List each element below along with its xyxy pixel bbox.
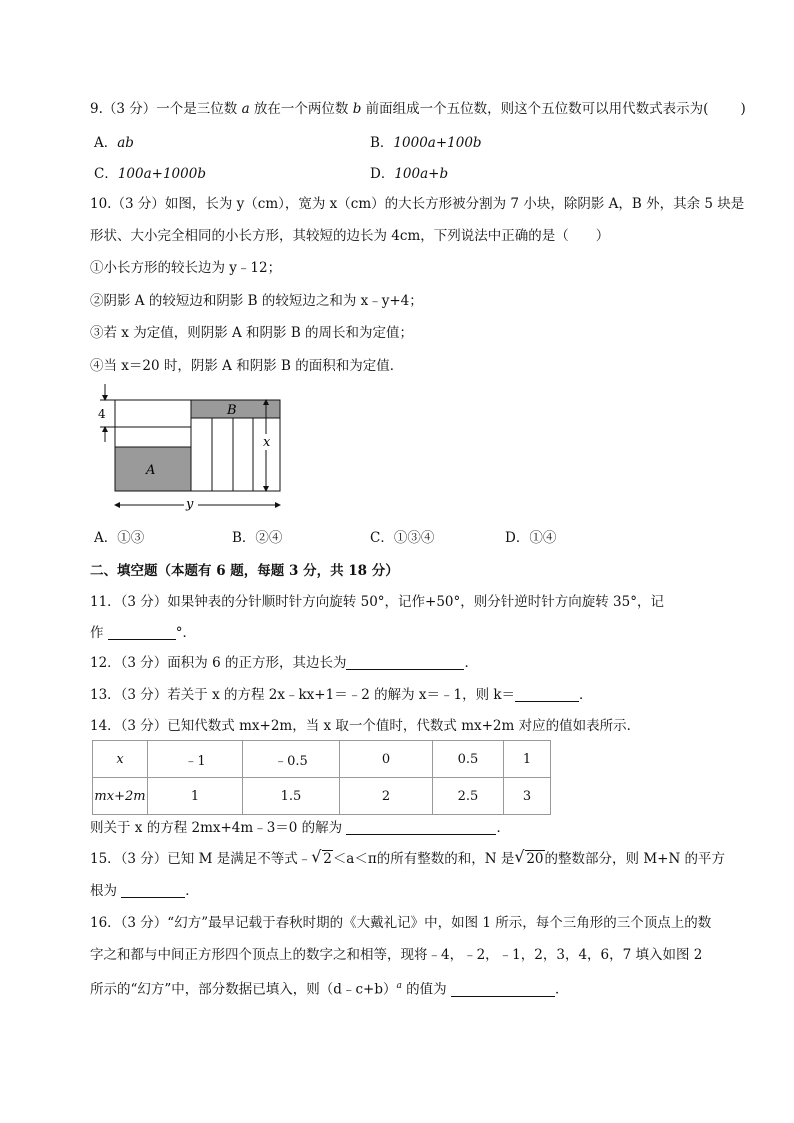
label-a: A	[146, 463, 156, 478]
table-cell: 1	[504, 741, 551, 778]
q10-stem-line2: 形状、大小完全相同的小长方形，其较短的边长为 4cm，下列说法中正确的是（ ）	[90, 228, 610, 244]
table-cell: 0	[340, 741, 433, 778]
table-cell: 1	[148, 778, 243, 815]
q10-statement-2: ②阴影 A 的较短边和阴影 B 的较短边之和为 x﹣y+4；	[90, 293, 423, 309]
q13-stem: 13．（3 分）若关于 x 的方程 2x﹣kx+1＝﹣2 的解为 x＝﹣1，则 k＝ ．	[90, 687, 593, 703]
q11-stem-line2: 作 °．	[90, 625, 197, 641]
q11-stem-line1: 11．（3 分）如果钟表的分针顺时针方向旋转 50°，记作+50°，则分针逆时针方向旋转 35°，记	[90, 594, 664, 610]
table-cell: 2	[340, 778, 433, 815]
q15-stem-line2: 根为 ．	[90, 883, 199, 899]
q13-answer-blank[interactable]	[515, 687, 579, 702]
table-head-x: x	[93, 741, 148, 778]
q10-statement-1: ①小长方形的较长边为 y﹣12；	[90, 260, 282, 276]
q10-option-b: B．②④	[232, 530, 283, 546]
q10-option-c: C．①③④	[370, 530, 435, 546]
q14-stem: 14．（3 分）已知代数式 mx+2m，当 x 取一个值时，代数式 mx+2m 对应的值如表所示．	[90, 718, 641, 734]
q14-value-table	[92, 740, 551, 815]
label-b: B	[227, 403, 237, 418]
q16-stem-line3: 所示的“幻方”中，部分数据已填入，则（d﹣c+b）$^a$ 的值为 ．	[90, 981, 569, 998]
q15-stem-line1: 15．（3 分）已知 M 是满足不等式﹣ √ 2＜a＜π的所有整数的和，N 是 √ 20的整数部分，则 M+N 的平方	[90, 847, 726, 867]
q10-option-a: A．①③	[94, 530, 145, 546]
q10-stem-line1: 10.（3 分）如图，长为 y（cm），宽为 x（cm）的大长方形被分割为 7 小块，除阴影 A，B 外，其余 5 块是	[90, 196, 745, 212]
q14-answer-blank[interactable]	[346, 820, 496, 835]
table-cell: ﹣0.5	[243, 741, 340, 778]
q9-option-a: A．ab	[94, 135, 134, 151]
q12-answer-blank[interactable]	[346, 655, 464, 670]
q10-statement-4: ④当 x＝20 时，阴影 A 和阴影 B 的面积和为定值．	[90, 358, 404, 374]
label-x: x	[263, 435, 271, 450]
table-cell: 3	[504, 778, 551, 815]
q11-answer-blank[interactable]	[108, 625, 176, 640]
sqrt-2: √ 2	[311, 847, 332, 867]
table-cell: 0.5	[433, 741, 504, 778]
q9-stem: 9.（3 分）一个是三位数 a 放在一个两位数 b 前面组成一个五位数，则这个五位数可以用代数式表示为( )	[90, 101, 746, 117]
q10-statement-3: ③若 x 为定值，则阴影 A 和阴影 B 的周长和为定值；	[90, 325, 414, 341]
table-cell: ﹣1	[148, 741, 243, 778]
q9-option-d: D．100a+b	[370, 166, 449, 182]
table-cell: 2.5	[433, 778, 504, 815]
q12-stem: 12．（3 分）面积为 6 的正方形，其边长为 ．	[90, 655, 478, 671]
section-title: 二、填空题（本题有 6 题，每题 3 分，共 18 分）	[90, 563, 399, 579]
label-y: y	[186, 497, 194, 512]
table-cell: 1.5	[243, 778, 340, 815]
q16-answer-blank[interactable]	[451, 982, 555, 997]
table-head-expr: mx+2m	[93, 778, 148, 815]
sqrt-20: √ 20	[514, 847, 544, 867]
table-row	[93, 741, 551, 778]
q10-figure	[92, 382, 292, 512]
q14-after: 则关于 x 的方程 2mx+4m﹣3＝0 的解为 ．	[90, 820, 510, 836]
q16-stem-line1: 16．（3 分）“幻方”最早记载于春秋时期的《大戴礼记》中，如图 1 所示，每个三角形的三个顶点上的数	[90, 915, 712, 931]
q15-answer-blank[interactable]	[121, 883, 185, 898]
table-row	[93, 778, 551, 815]
q16-stem-line2: 字之和都与中间正方形四个顶点上的数字之和相等，现将﹣4，﹣2，﹣1，2，3，4，6，7 填入如图 2	[90, 947, 703, 963]
q9-option-c: C．100a+1000b	[94, 166, 206, 182]
q9-option-b: B．1000a+100b	[370, 135, 482, 151]
label-4: 4	[98, 407, 106, 421]
q10-option-d: D．①④	[505, 530, 557, 546]
